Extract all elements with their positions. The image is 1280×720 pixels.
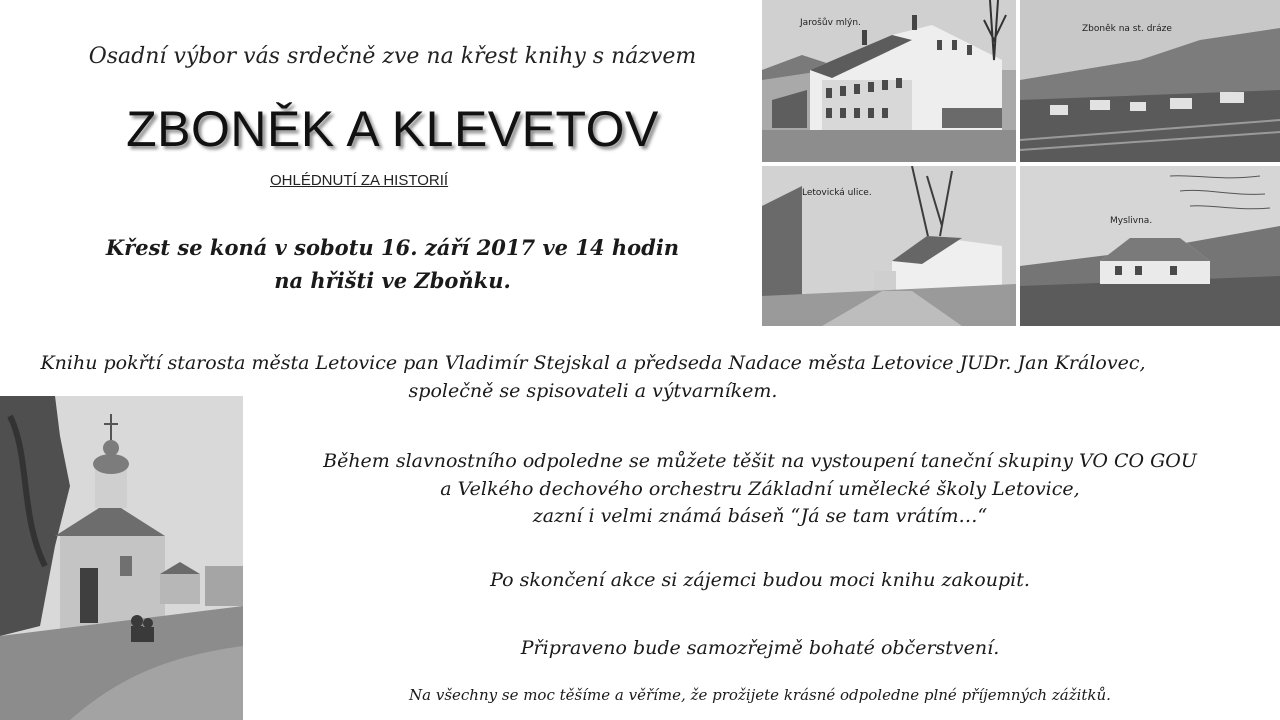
chapel-photo: [0, 396, 243, 720]
refreshment-note: Připraveno bude samozřejmě bohaté občerstvení.: [520, 637, 1000, 659]
program-line1: Během slavnostního odpoledne se můžete těšit na vystoupení taneční skupiny VO CO GOU: [323, 450, 1197, 472]
event-date: [20, 232, 765, 297]
caption-mill: Jarošův mlýn.: [800, 18, 861, 28]
baptism-line1: Knihu pokřtí starosta města Letovice pan Vladimír Stejskal a předseda Nadace města Letovice JUDr. Jan Královec,: [40, 352, 1146, 374]
photo-street: [762, 166, 1016, 326]
program-line2: a Velkého dechového orchestru Základní umělecké školy Letovice,: [440, 477, 1080, 500]
photo-mill: [762, 0, 1016, 162]
closing-note: Na všechny se moc těšíme a věříme, že prožijete krásné odpoledne plné příjemných zážitků.: [409, 686, 1111, 704]
book-subtitle: OHLÉDNUTÍ ZA HISTORIÍ: [270, 172, 449, 189]
program-paragraph: [255, 448, 1265, 531]
event-date-line1: Křest se koná v sobotu 16. září 2017 ve 14 hodin: [105, 235, 680, 260]
event-date-line2: na hřišti ve Zboňku.: [274, 267, 511, 293]
intro-text: Osadní výbor vás srdečně zve na křest knihy s názvem: [88, 44, 697, 69]
caption-village: Zboněk na st. dráze: [1082, 24, 1172, 34]
book-title: ZBONĚK A KLEVETOV: [126, 101, 659, 157]
historic-postcard-collage: [762, 0, 1280, 326]
photo-village: [1020, 0, 1280, 162]
baptism-line2: společně se spisovateli a výtvarníkem.: [408, 379, 778, 402]
program-line3: zazní i velmi známá báseň “Já se tam vrátím…“: [532, 505, 988, 528]
photo-gamekeeper-house: [1020, 166, 1280, 326]
caption-street: Letovická ulice.: [802, 188, 872, 198]
purchase-note: Po skončení akce si zájemci budou moci knihu zakoupit.: [490, 569, 1030, 591]
caption-gamekeeper-house: Myslivna.: [1110, 216, 1153, 226]
